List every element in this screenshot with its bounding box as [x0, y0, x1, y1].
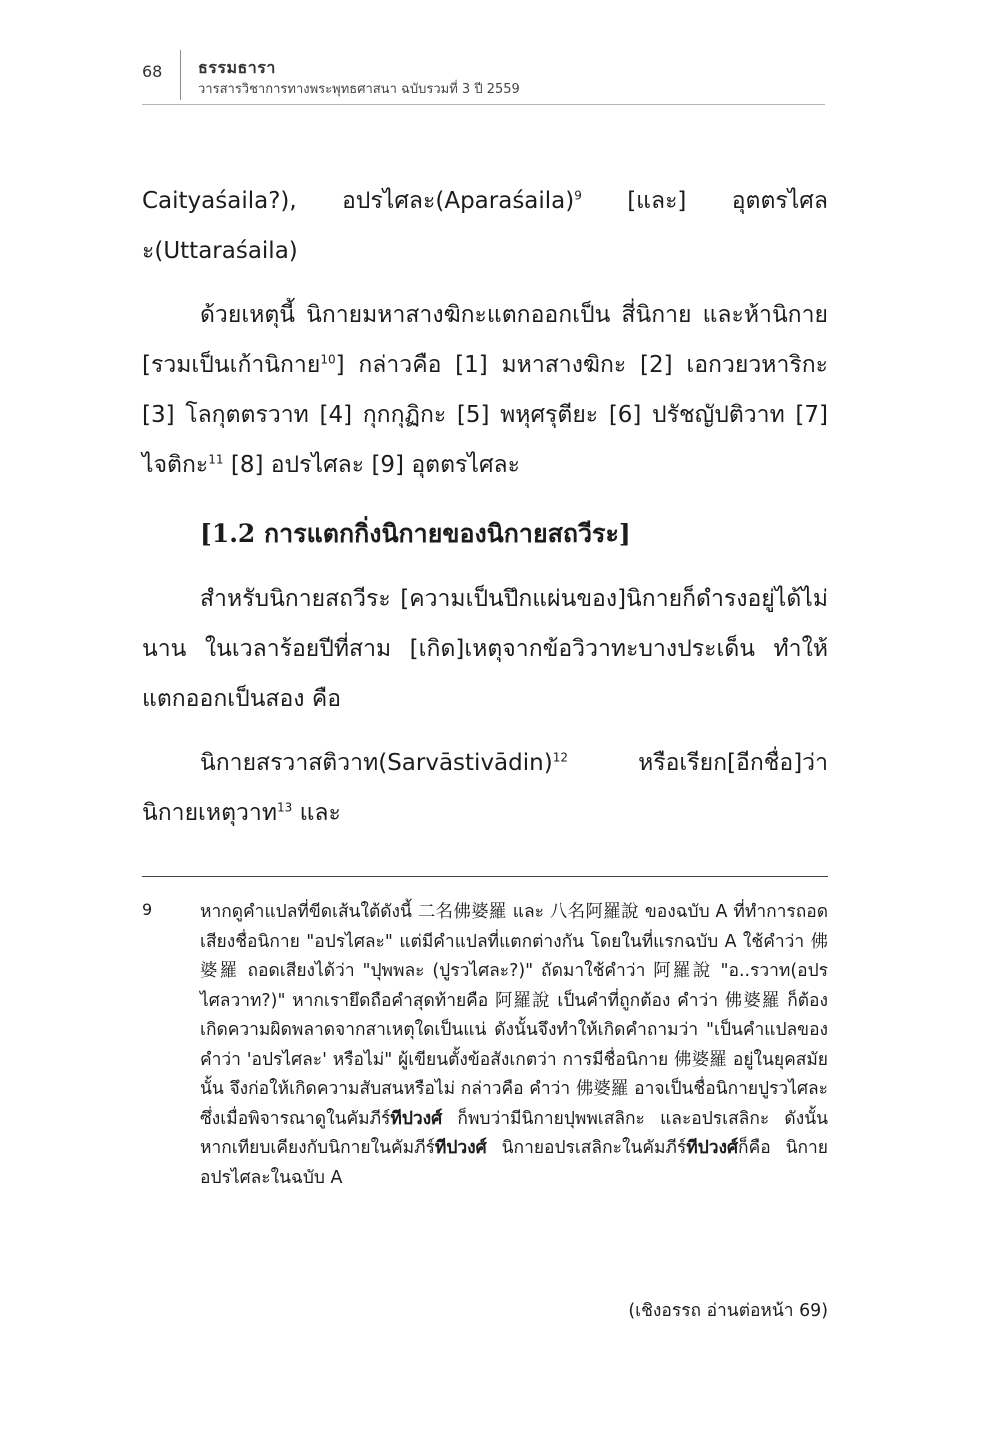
journal-title: ธรรมธารา [198, 58, 276, 77]
footnote-bold-1: ทีปวงศ์ [390, 1108, 443, 1129]
footnote-ref-10[interactable]: 10 [320, 352, 336, 367]
footnote-marker: 9 [142, 900, 153, 919]
footnote-text-1: หากดูคำแปลที่ขีดเส้นใต้ดังนี้ 二名佛婆羅 และ 八名阿羅說 ของฉบับ A ที่ทำการถอดเสียงชื่อนิกาย "อปรไศละ" แต่มีคำแปลที่แตกต่างกัน โดยในที่แรกฉบับ A ใช้คำว่า 佛婆羅 ถอดเสียงได้ว่า "ปุพพละ (ปูรวไศละ?)" ถัดมาใช้คำว่า 阿羅說 "อ..รวาท(อปรไศลวาท?)" หากเรายึดถือคำสุดท้ายคือ 阿羅說 เป็นคำที่ถูกต้อง คำว่า 佛婆羅 ก็ต้องเกิดความผิดพลาดจากสาเหตุใดเป็นแน่ ดังนั้นจึงทำให้เกิดคำถามว่า "เป็นคำแปลของคำว่า 'อปรไศละ' หรือไม่" ผู้เขียนตั้งข้อสังเกตว่า การมีชื่อนิกาย 佛婆羅 อยู่ในยุคสมัยนั้น จึงก่อให้เกิดความสับสนหรือไม่ กล่าวคือ คำว่า 佛婆羅 อาจเป็นชื่อนิกายปูรวไศละ ซึ่งเมื่อพิจารณาดูในคัมภีร์ [200, 902, 828, 1129]
paragraph-3: สำหรับนิกายสถวีระ [ความเป็นปึกแผ่นของ]นิกายก็ดำรงอยู่ได้ไม่นาน ในเวลาร้อยปีที่สาม [เกิด]เหตุจากข้อวิวาทะบางประเด็น ทำให้แตกออกเป็นสอง คือ [142, 586, 828, 712]
paragraph-1-text-b: [และ] อุตตรไศละ(Uttaraśaila) [142, 188, 828, 264]
footnote-9 [142, 898, 828, 1193]
footnote-ref-12[interactable]: 12 [552, 750, 568, 765]
header-divider [180, 50, 181, 100]
footnote-ref-11[interactable]: 11 [208, 452, 224, 467]
section-heading: [1.2 การแตกกิ่งนิกายของนิกายสถวีระ] [200, 519, 631, 548]
footnote-ref-13[interactable]: 13 [277, 800, 293, 815]
footnote-text-4: ก็คือ นิกายอปรไศละในฉบับ A [200, 1138, 828, 1188]
footnote-bold-3: ทีปวงศ์ [686, 1138, 739, 1158]
footnote-text-2: ก็พบว่ามีนิกายปุพพเสลิกะ และอปรเสลิกะ ดังนั้นหากเทียบเคียงกับนิกายในคัมภีร์ [200, 1108, 828, 1158]
page-number: 68 [142, 62, 163, 81]
paragraph-2 [142, 290, 828, 490]
footnote-text-3: นิกายอปรเสลิกะในคัมภีร์ [486, 1138, 687, 1158]
paragraph-2-text-b: ] กล่าวคือ [1] มหาสางฆิกะ [2] เอกวยวหาริกะ [3] โลกุตตรวาท [4] กุกกุฏิกะ [5] พหุศรุตียะ [6] ปรัชญัปติวาท [7] ไจติกะ [142, 352, 828, 478]
footnote-ref-9[interactable]: 9 [574, 188, 582, 203]
body-text [142, 176, 828, 838]
footnote-continue-note: (เชิงอรรถ อ่านต่อหน้า 69) [628, 1301, 828, 1321]
footnote-bold-2: ทีปวงศ์ [434, 1138, 487, 1158]
journal-subtitle: วารสารวิชาการทางพระพุทธศาสนา ฉบับรวมที่ 3 ปี 2559 [198, 82, 520, 97]
paragraph-4-text-c: และ [292, 800, 341, 826]
footnote-rule [142, 876, 828, 877]
header-rule [142, 104, 825, 105]
paragraph-2-text-a: ด้วยเหตุนี้ นิกายมหาสางฆิกะแตกออกเป็น สี่นิกาย และห้านิกาย [รวมเป็นเก้านิกาย [142, 302, 828, 378]
footnote-text [200, 898, 828, 1193]
paragraph-4-text-a: นิกายสรวาสติวาท(Sarvāstivādin) [200, 750, 553, 776]
page-header [0, 0, 1000, 110]
paragraph-4 [142, 738, 828, 838]
paragraph-2-text-c: [8] อปรไศละ [9] อุตตรไศละ [223, 452, 520, 478]
paragraph-4-text-b: หรือเรียก[อีกชื่อ]ว่า นิกายเหตุวาท [142, 750, 828, 826]
paragraph-1-text-a: Caityaśaila?), อปรไศละ(Aparaśaila) [142, 188, 575, 214]
paragraph-1 [142, 176, 828, 276]
